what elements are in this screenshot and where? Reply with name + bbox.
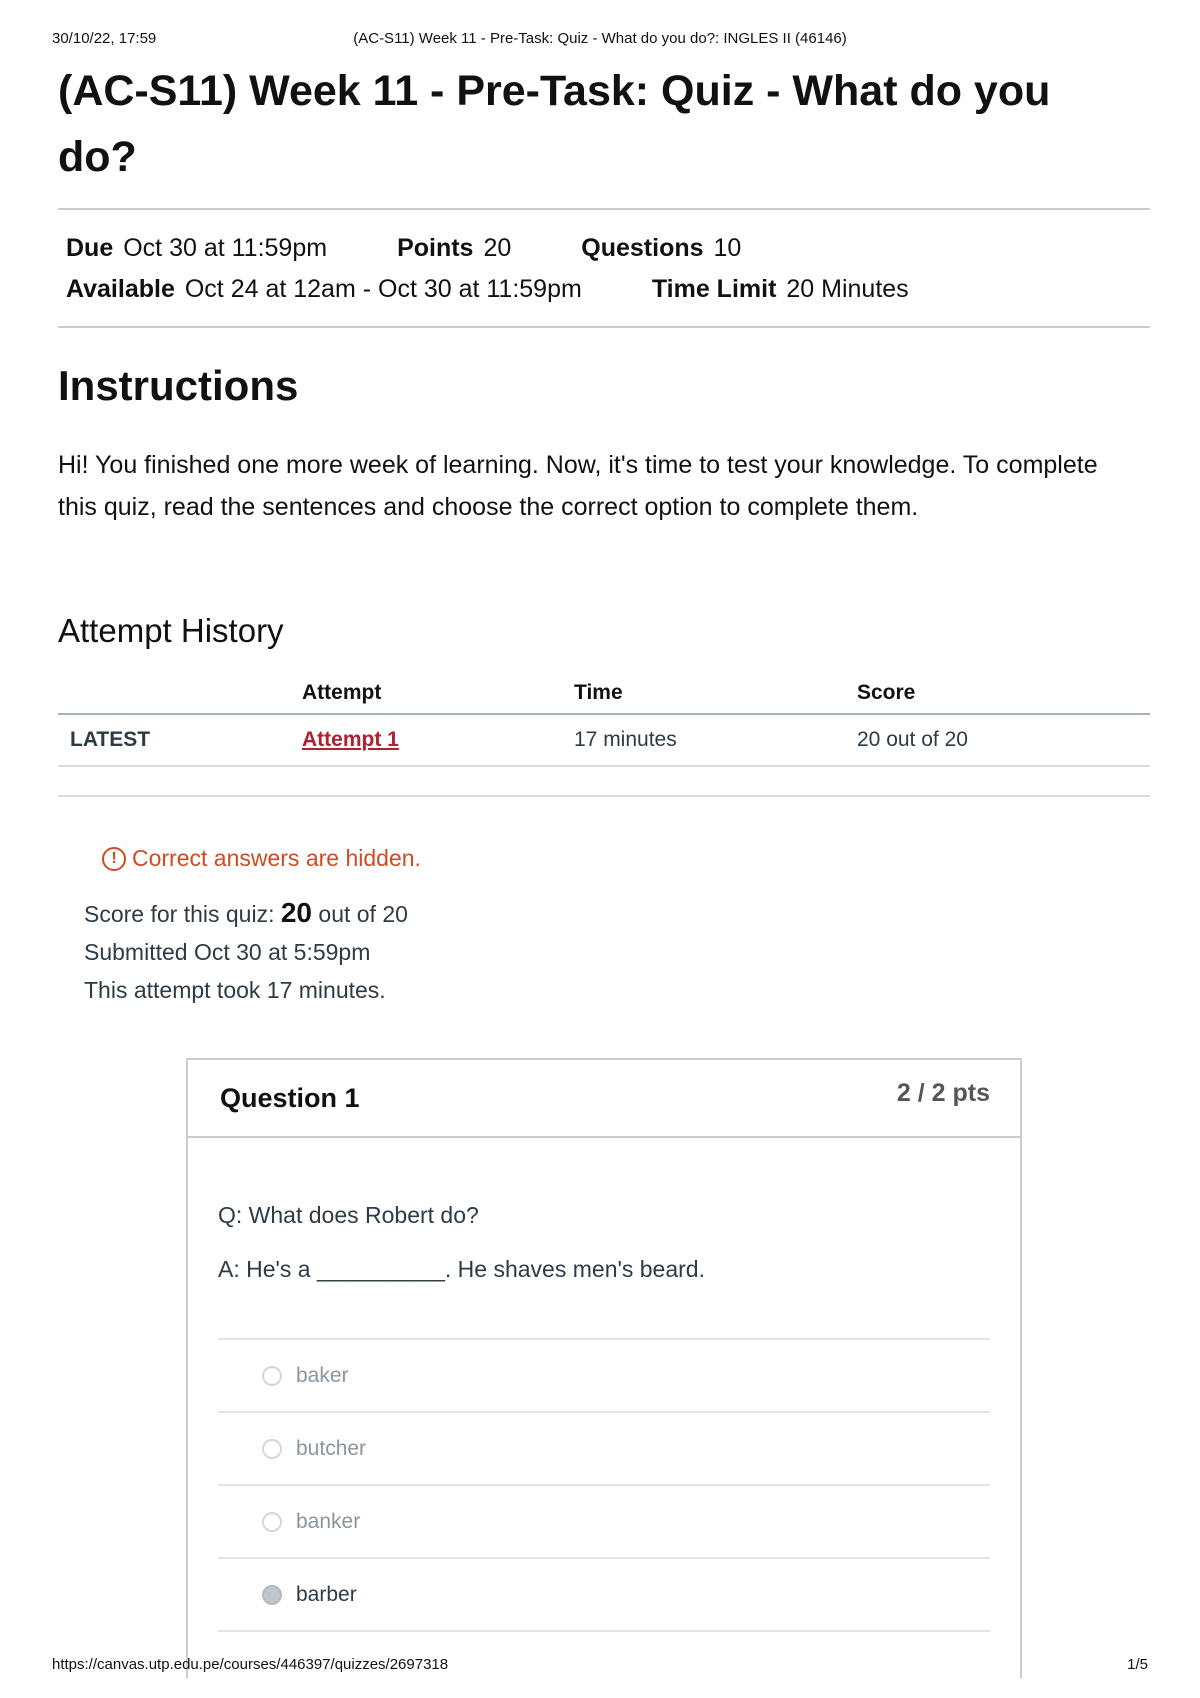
section-divider <box>58 767 1150 797</box>
question-answer-stem: A: He's a __________. He shaves men's beard. <box>218 1256 705 1282</box>
table-header-row <box>58 672 1150 714</box>
questions-detail <box>581 228 741 269</box>
radio-button-selected-icon[interactable] <box>262 1585 282 1605</box>
score-suffix: out of 20 <box>318 901 408 927</box>
column-header-time: Time <box>574 672 857 714</box>
print-header <box>52 30 1148 50</box>
attempt-summary <box>84 894 1150 1009</box>
radio-button-icon[interactable] <box>262 1366 282 1386</box>
column-header-label <box>58 672 302 714</box>
score-line <box>84 894 1150 933</box>
print-footer <box>52 1656 1148 1676</box>
instructions-text: Hi! You finished one more week of learning. Now, it's time to test your knowledge. To complete this quiz, read the sentences and choose the correct option to complete them. <box>58 451 1098 521</box>
notice-text: Correct answers are hidden. <box>132 845 421 871</box>
due-value: Oct 30 at 11:59pm <box>123 234 328 262</box>
print-document-title: (AC-S11) Week 11 - Pre-Task: Quiz - What do you do?: INGLES II (46146) <box>353 30 847 47</box>
latest-label: LATEST <box>58 714 302 766</box>
column-header-attempt: Attempt <box>302 672 574 714</box>
points-value: 20 <box>483 234 512 262</box>
duration-line: This attempt took 17 minutes. <box>84 977 386 1003</box>
answer-list <box>218 1338 990 1632</box>
answer-label: barber <box>296 1582 357 1606</box>
time-limit-detail <box>652 269 909 310</box>
questions-label: Questions <box>581 234 704 262</box>
table-row <box>58 714 1150 766</box>
question-points: 2 / 2 pts <box>896 1078 990 1107</box>
details-row-2 <box>66 269 1142 310</box>
attempt-score: 20 out of 20 <box>857 714 1150 766</box>
answer-label: butcher <box>296 1436 367 1460</box>
radio-button-icon[interactable] <box>262 1439 282 1459</box>
attempt-time: 17 minutes <box>574 714 857 766</box>
available-value: Oct 24 at 12am - Oct 30 at 11:59pm <box>184 275 582 303</box>
time-limit-label: Time Limit <box>651 275 777 303</box>
submitted-line: Submitted Oct 30 at 5:59pm <box>84 939 371 965</box>
question-card <box>186 1058 1022 1678</box>
column-header-score: Score <box>857 672 1150 714</box>
score-prefix: Score for this quiz: <box>84 901 275 927</box>
answer-option[interactable] <box>218 1340 990 1413</box>
due-detail <box>66 228 327 269</box>
available-label: Available <box>66 275 175 303</box>
quiz-title: (AC-S11) Week 11 - Pre-Task: Quiz - What do you do? <box>58 67 1051 181</box>
question-header <box>188 1060 1020 1138</box>
instructions-heading: Instructions <box>58 362 299 409</box>
print-url: https://canvas.utp.edu.pe/courses/446397/quizzes/2697318 <box>52 1656 449 1673</box>
attempt-history-table <box>58 672 1150 767</box>
questions-value: 10 <box>713 234 742 262</box>
points-label: Points <box>397 234 474 262</box>
time-limit-value: 20 Minutes <box>786 275 909 303</box>
question-body <box>188 1138 1020 1632</box>
radio-button-icon[interactable] <box>262 1512 282 1532</box>
attempt-history-heading: Attempt History <box>58 612 284 649</box>
score-value: 20 <box>280 897 313 928</box>
available-detail <box>66 269 582 310</box>
answer-option[interactable] <box>218 1413 990 1486</box>
points-detail <box>397 228 511 269</box>
print-page-number: 1/5 <box>1127 1656 1148 1673</box>
answer-label: baker <box>296 1363 349 1387</box>
answer-option[interactable] <box>218 1486 990 1559</box>
question-prompt: Q: What does Robert do? <box>218 1202 479 1228</box>
due-label: Due <box>66 234 114 262</box>
answer-option-selected[interactable] <box>218 1559 990 1632</box>
exclamation-circle-icon: ! <box>102 847 126 871</box>
question-name: Question 1 <box>220 1082 360 1113</box>
quiz-content <box>58 58 1150 1009</box>
attempt-1-link[interactable]: Attempt 1 <box>302 728 399 751</box>
answer-label: banker <box>296 1509 361 1533</box>
print-date: 30/10/22, 17:59 <box>52 30 157 47</box>
hidden-answers-notice <box>102 845 1150 872</box>
details-row-1 <box>66 228 1142 269</box>
quiz-details <box>58 208 1150 328</box>
